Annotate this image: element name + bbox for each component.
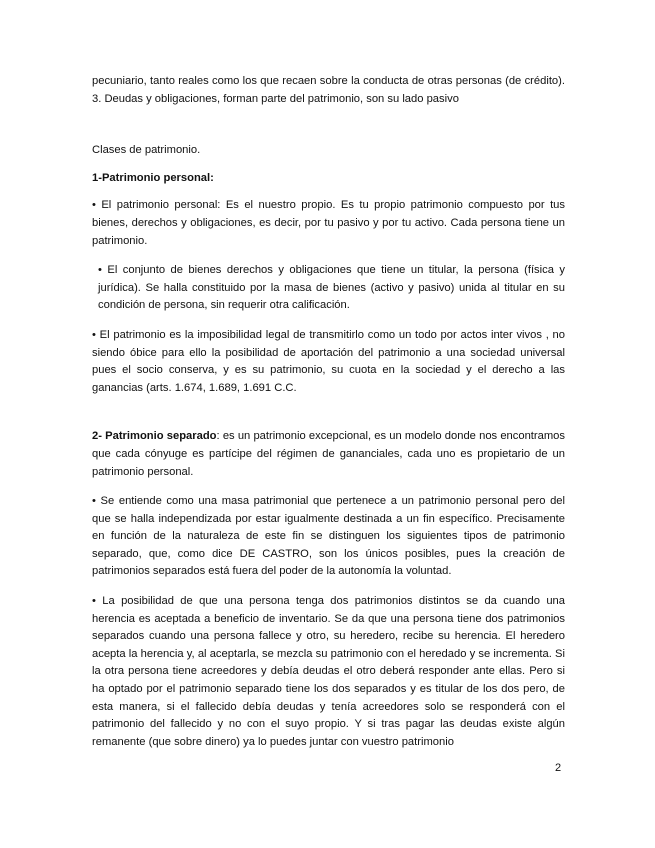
section2-heading: 2- Patrimonio separado [92,430,217,443]
section2-paragraph [92,428,565,481]
page-number: 2 [555,762,562,774]
section2-text: : es un patrimonio excepcional, es un modelo donde nos encontramos que cada cónyuge es partícipe del régimen de gananciales, cada uno es propietario de un patrimonio personal. [92,430,565,478]
section2-bullet-1: • Se entiende como una masa patrimonial que pertenece a un patrimonio personal pero del que se halla independizada por estar igualmente destinada a un fin específico. Precisamente en función de la naturaleza de este fin se distinguen los siguientes tipos de patrimonio separado, que, como dice DE CASTRO, son los únicos posibles, pues la creación de patrimonios separados está fuera del poder de la autonomía la voluntad. [92,495,565,578]
page-content [92,73,565,751]
section1-bullet-1: • El patrimonio personal: Es el nuestro propio. Es tu propio patrimonio compuesto por tus bienes, derechos y obligaciones, es decir, por tu pasivo y por tu activo. Cada persona tiene un patrimonio. [92,199,565,247]
classes-heading: Clases de patrimonio. [92,144,201,157]
section1-heading: 1-Patrimonio personal: [92,171,214,184]
section1-bullet-2: • El conjunto de bienes derechos y obligaciones que tiene un titular, la persona (física y jurídica). Se halla constituido por la masa de bienes (activo y pasivo) unida al titular en su condición de persona, sin requerir otra calificación. [98,264,565,312]
intro-paragraph: pecuniario, tanto reales como los que recaen sobre la conducta de otras personas (de crédito). 3. Deudas y obligaciones, forman parte del patrimonio, son su lado pasivo [92,75,565,105]
section1-bullet-3: • El patrimonio es la imposibilidad legal de transmitirlo como un todo por actos inter vivos , no siendo óbice para ello la posibilidad de aportación del patrimonio a una sociedad universal pues el socio conserva, y es su patrimonio, su cuota en la sociedad y el derecho a las ganancias (arts. 1.674, 1.689, 1.691 C.C. [92,328,565,394]
section2-bullet-2: • La posibilidad de que una persona tenga dos patrimonios distintos se da cuando una herencia es aceptada a beneficio de inventario. Se da que una persona tiene dos patrimonios separados cuando una persona fallece y otro, su heredero, recibe su herencia. El heredero acepta la herencia y, al aceptarla, se mezcla su patrimonio con el heredado y se incrementa. Si la otra persona tiene acreedores y debía deudas el otro deberá responder ante ellas. Pero si ha optado por el patrimonio separado tiene los dos separados y es titular de los dos pero, de esta manera, si el fallecido debía deudas y tenía acreedores solo se responderá con el patrimonio del fallecido y no con el suyo propio. Y si tras pagar las deudas existe algún remanente (que sobre dinero) ya lo puedes juntar con vuestro patrimonio [92,595,565,748]
